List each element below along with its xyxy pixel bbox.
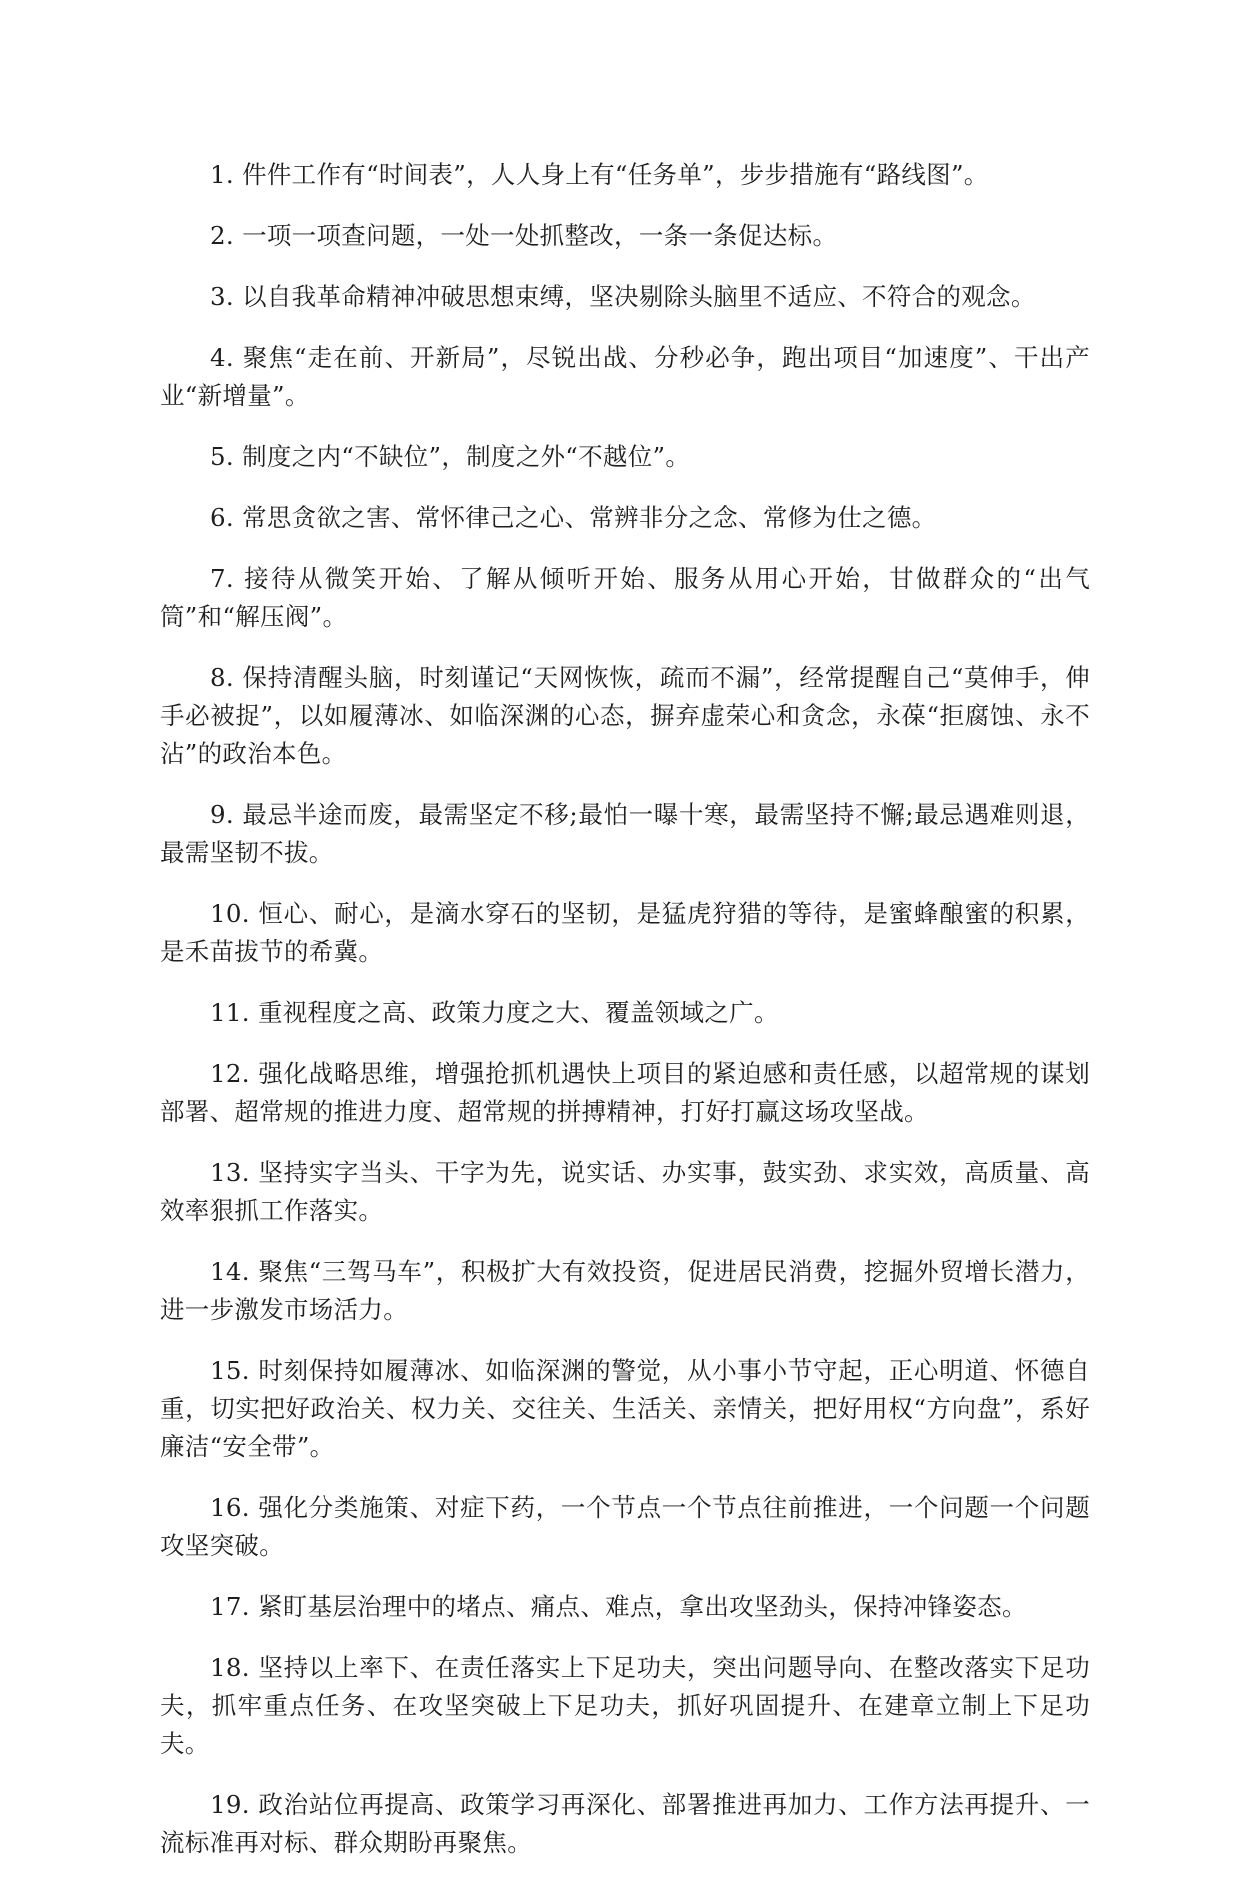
paragraph-13: 13. 坚持实字当头、干字为先，说实话、办实事，鼓实劲、求实效，高质量、高效率狠抓工作落实。 [160,1158,1090,1225]
paragraph-18: 18. 坚持以上率下、在责任落实上下足功夫，突出问题导向、在整改落实下足功夫，抓牢重点任务、在攻坚突破上下足功夫，抓好巩固提升、在建章立制上下足功夫。 [160,1653,1090,1758]
paragraph-8: 8. 保持清醒头脑，时刻谨记“天网恢恢，疏而不漏”，经常提醒自己“莫伸手，伸手必被捉”，以如履薄冰、如临深渊的心态，摒弃虚荣心和贪念，永葆“拒腐蚀、永不沾”的政治本色。 [160,663,1090,768]
paragraph-6: 6. 常思贪欲之害、常怀律己之心、常辨非分之念、常修为仕之德。 [210,503,937,532]
paragraph-12: 12. 强化战略思维，增强抢抓机遇快上项目的紧迫感和责任感，以超常规的谋划部署、超常规的推进力度、超常规的拼搏精神，打好打赢这场攻坚战。 [160,1059,1090,1126]
paragraph-4: 4. 聚焦“走在前、开新局”，尽锐出战、分秒必争，跑出项目“加速度”、干出产业“新增量”。 [160,343,1090,410]
paragraph-14: 14. 聚焦“三驾马车”，积极扩大有效投资，促进居民消费，挖掘外贸增长潜力，进一步激发市场活力。 [160,1257,1090,1324]
paragraph-7: 7. 接待从微笑开始、了解从倾听开始、服务从用心开始，甘做群众的“出气筒”和“解压阀”。 [160,564,1090,631]
document-body [160,156,1090,1885]
paragraph-11: 11. 重视程度之高、政策力度之大、覆盖领域之广。 [210,998,779,1027]
paragraph-1: 1. 件件工作有“时间表”，人人身上有“任务单”，步步措施有“路线图”。 [210,160,989,189]
paragraph-19: 19. 政治站位再提高、政策学习再深化、部署推进再加力、工作方法再提升、一流标准再对标、群众期盼再聚焦。 [160,1790,1090,1857]
paragraph-2: 2. 一项一项查问题，一处一处抓整改，一条一条促达标。 [210,221,838,250]
paragraph-3: 3. 以自我革命精神冲破思想束缚，坚决剔除头脑里不适应、不符合的观念。 [210,282,1036,311]
paragraph-16: 16. 强化分类施策、对症下药，一个节点一个节点往前推进，一个问题一个问题攻坚突破。 [160,1493,1090,1560]
paragraph-10: 10. 恒心、耐心，是滴水穿石的坚韧，是猛虎狩猎的等待，是蜜蜂酿蜜的积累，是禾苗拔节的希冀。 [160,899,1090,966]
paragraph-9: 9. 最忌半途而废，最需坚定不移;最怕一曝十寒，最需坚持不懈;最忌遇难则退，最需坚韧不拔。 [160,800,1090,867]
paragraph-17: 17. 紧盯基层治理中的堵点、痛点、难点，拿出攻坚劲头，保持冲锋姿态。 [210,1592,1027,1621]
paragraph-15: 15. 时刻保持如履薄冰、如临深渊的警觉，从小事小节守起，正心明道、怀德自重，切实把好政治关、权力关、交往关、生活关、亲情关，把好用权“方向盘”，系好廉洁“安全带”。 [160,1356,1090,1461]
paragraph-5: 5. 制度之内“不缺位”，制度之外“不越位”。 [210,442,691,471]
